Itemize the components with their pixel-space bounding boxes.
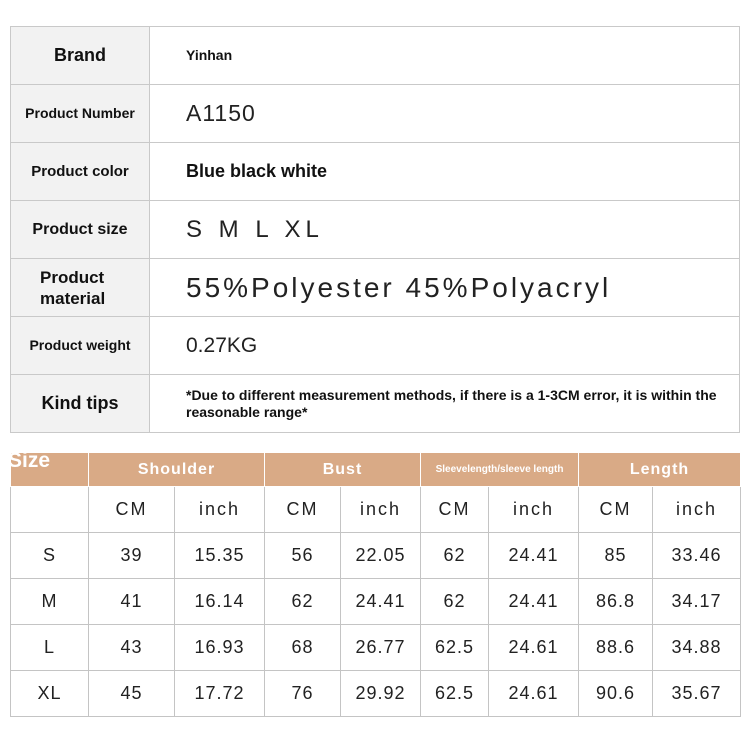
- brand-label: Brand: [53, 45, 106, 65]
- column-header-bust: Bust: [265, 453, 421, 487]
- unit-cell: inch: [653, 487, 741, 533]
- info-value: [150, 201, 740, 259]
- info-row-product-size: [11, 201, 740, 259]
- value-cell: 15.35: [175, 533, 265, 579]
- unit-blank-cell: [11, 487, 89, 533]
- value-cell: 45: [89, 671, 175, 717]
- info-value: [150, 317, 740, 375]
- info-label: [11, 143, 150, 201]
- value-cell: 24.41: [489, 579, 579, 625]
- value-cell: 33.46: [653, 533, 741, 579]
- info-value: [150, 375, 740, 433]
- unit-cell: inch: [489, 487, 579, 533]
- value-cell: 90.6: [579, 671, 653, 717]
- value-cell: 41: [89, 579, 175, 625]
- kind-tips-label: Kind tips: [41, 393, 119, 413]
- value-cell: 34.17: [653, 579, 741, 625]
- value-cell: 35.67: [653, 671, 741, 717]
- value-cell: 16.14: [175, 579, 265, 625]
- value-cell: 29.92: [341, 671, 421, 717]
- value-cell: 62: [421, 533, 489, 579]
- product-weight-value: 0.27KG: [186, 333, 258, 357]
- unit-cell: CM: [421, 487, 489, 533]
- info-row-product-material: [11, 259, 740, 317]
- info-label: [11, 27, 150, 85]
- brand-value: Yinhan: [186, 46, 233, 63]
- value-cell: 62: [265, 579, 341, 625]
- size-row-m: [11, 579, 741, 625]
- info-label: [11, 85, 150, 143]
- size-cell: XL: [11, 671, 89, 717]
- size-cell: M: [11, 579, 89, 625]
- column-header-length: Length: [579, 453, 741, 487]
- product-material-label: Product material: [40, 267, 106, 308]
- value-cell: 24.41: [489, 533, 579, 579]
- size-chart-header: [11, 453, 741, 487]
- size-cell: S: [11, 533, 89, 579]
- info-label: [11, 259, 150, 317]
- unit-cell: CM: [89, 487, 175, 533]
- value-cell: 85: [579, 533, 653, 579]
- unit-cell: CM: [579, 487, 653, 533]
- value-cell: 68: [265, 625, 341, 671]
- column-header-shoulder: Shoulder: [89, 453, 265, 487]
- value-cell: 76: [265, 671, 341, 717]
- size-row-l: [11, 625, 741, 671]
- value-cell: 56: [265, 533, 341, 579]
- info-row-product-weight: [11, 317, 740, 375]
- value-cell: 86.8: [579, 579, 653, 625]
- value-cell: 22.05: [341, 533, 421, 579]
- info-label: [11, 375, 150, 433]
- unit-cell: inch: [175, 487, 265, 533]
- value-cell: 62.5: [421, 671, 489, 717]
- info-value: [150, 27, 740, 85]
- size-cell: L: [11, 625, 89, 671]
- value-cell: 24.61: [489, 625, 579, 671]
- value-cell: 62.5: [421, 625, 489, 671]
- value-cell: 17.72: [175, 671, 265, 717]
- product-material-value: 55%Polyester 45%Polyacryl: [186, 271, 612, 303]
- column-header-sleeve-length: Sleevelength/sleeve length: [421, 453, 579, 487]
- value-cell: 24.61: [489, 671, 579, 717]
- size-corner-label: Size: [8, 449, 51, 472]
- info-label: [11, 317, 150, 375]
- size-row-xl: [11, 671, 741, 717]
- value-cell: 39: [89, 533, 175, 579]
- size-row-s: [11, 533, 741, 579]
- value-cell: 26.77: [341, 625, 421, 671]
- size-chart-table: [8, 449, 741, 717]
- value-cell: 62: [421, 579, 489, 625]
- product-size-label: Product size: [32, 220, 128, 238]
- product-number-value: A1150: [186, 100, 256, 126]
- info-value: [150, 143, 740, 201]
- kind-tips-value: *Due to different measurement methods, if there is a 1-3CM error, it is within the reasonable range*: [186, 386, 717, 420]
- product-color-label: Product color: [31, 162, 129, 180]
- unit-row: [11, 487, 741, 533]
- info-label: [11, 201, 150, 259]
- info-value: [150, 85, 740, 143]
- info-row-kind-tips: [11, 375, 740, 433]
- info-row-brand: [11, 27, 740, 85]
- size-corner-cell: [8, 449, 89, 487]
- product-number-label: Product Number: [25, 104, 135, 121]
- info-value: [150, 259, 740, 317]
- product-info-table: [10, 26, 740, 433]
- unit-cell: CM: [265, 487, 341, 533]
- value-cell: 16.93: [175, 625, 265, 671]
- value-cell: 24.41: [341, 579, 421, 625]
- info-row-product-number: [11, 85, 740, 143]
- value-cell: 34.88: [653, 625, 741, 671]
- unit-cell: inch: [341, 487, 421, 533]
- product-color-value: Blue black white: [186, 161, 328, 181]
- info-row-product-color: [11, 143, 740, 201]
- product-size-value: S M L XL: [186, 215, 324, 243]
- value-cell: 43: [89, 625, 175, 671]
- product-weight-label: Product weight: [29, 336, 131, 353]
- value-cell: 88.6: [579, 625, 653, 671]
